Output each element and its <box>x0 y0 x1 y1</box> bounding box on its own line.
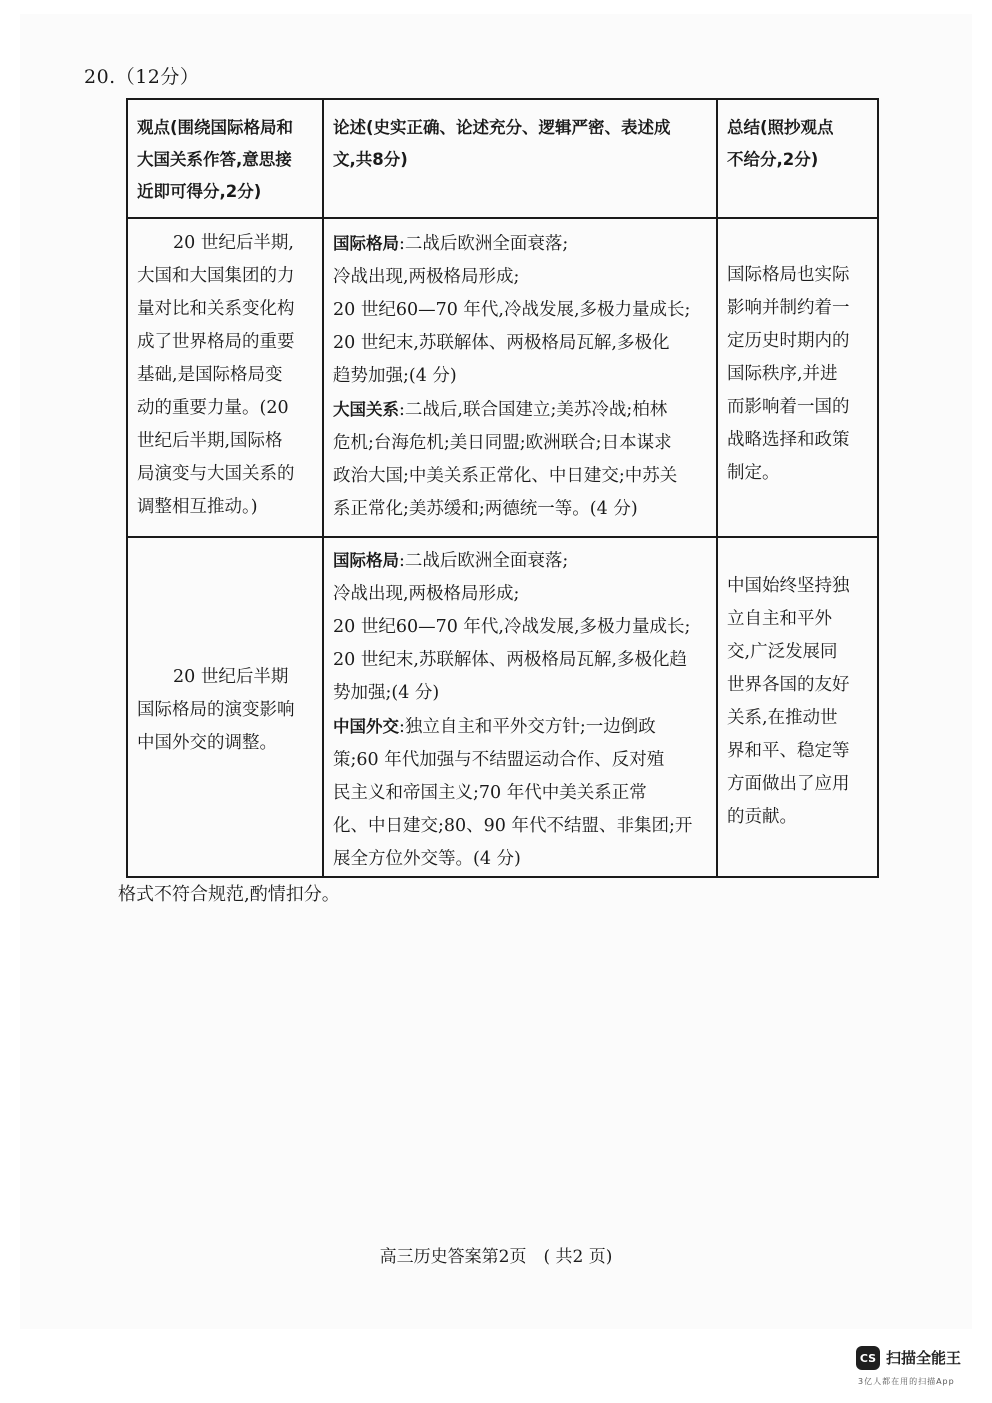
header-viewpoint: 观点(围绕国际格局和 大国关系作答,意思接 近即可得分,2分) <box>127 99 323 218</box>
summary-cell: 中国始终坚持独 立自主和平外 交,广泛发展同 世界各国的友好 关系,在推动世 界和平、稳定等 方面做出了应用 的贡献。 <box>717 537 878 877</box>
table-header-row <box>127 99 878 218</box>
scanner-watermark <box>856 1346 976 1394</box>
table-row <box>127 218 878 537</box>
page-footer: 高三历史答案第2页 ( 共2 页) <box>379 1247 613 1267</box>
question-heading: 20.（12分） <box>84 66 200 88</box>
header-summary: 总结(照抄观点 不给分,2分) <box>717 99 878 218</box>
header-argument: 论述(史实正确、论述充分、逻辑严密、表述成 文,共8分) <box>323 99 717 218</box>
scanner-app-name: 扫描全能王 <box>886 1349 962 1367</box>
argument-cell: 国际格局:二战后欧洲全面衰落; 冷战出现,两极格局形成; 20 世纪60—70 年代,冷战发展,多极力量成长; 20 世纪末,苏联解体、两极格局瓦解,多极化 趋势加强;(4 分) 大国关系:二战后,联合国建立;美苏冷战;柏林 危机;台海危机;美日同盟;欧洲联合;日本谋求 政治大国;中美关系正常化、中日建交;中苏关 系正常化;美苏缓和;两德统一等。(4 分) <box>323 218 717 537</box>
scanner-tagline: 3亿人都在用的扫描App <box>858 1377 955 1386</box>
grading-note: 格式不符合规范,酌情扣分。 <box>118 884 340 905</box>
table-row <box>127 537 878 877</box>
viewpoint-cell: 20 世纪后半期 国际格局的演变影响 中国外交的调整。 <box>127 537 323 877</box>
camscanner-logo-icon: CS <box>856 1346 880 1370</box>
answer-table <box>126 98 879 878</box>
summary-cell: 国际格局也实际 影响并制约着一 定历史时期内的 国际秩序,并进 而影响着一国的 战略选择和政策 制定。 <box>717 218 878 537</box>
argument-cell: 国际格局:二战后欧洲全面衰落; 冷战出现,两极格局形成; 20 世纪60—70 年代,冷战发展,多极力量成长; 20 世纪末,苏联解体、两极格局瓦解,多极化趋 势加强;(4 分) 中国外交:独立自主和平外交方针;一边倒政 策;60 年代加强与不结盟运动合作、反对殖 民主义和帝国主义;70 年代中美关系正常 化、中日建交;80、90 年代不结盟、非集团;开 展全方位外交等。(4 分) <box>323 537 717 877</box>
viewpoint-cell: 20 世纪后半期, 大国和大国集团的力 量对比和关系变化构 成了世界格局的重要 基础,是国际格局变 动的重要力量。(20 世纪后半期,国际格 局演变与大国关系的 调整相互推动。) <box>127 218 323 537</box>
